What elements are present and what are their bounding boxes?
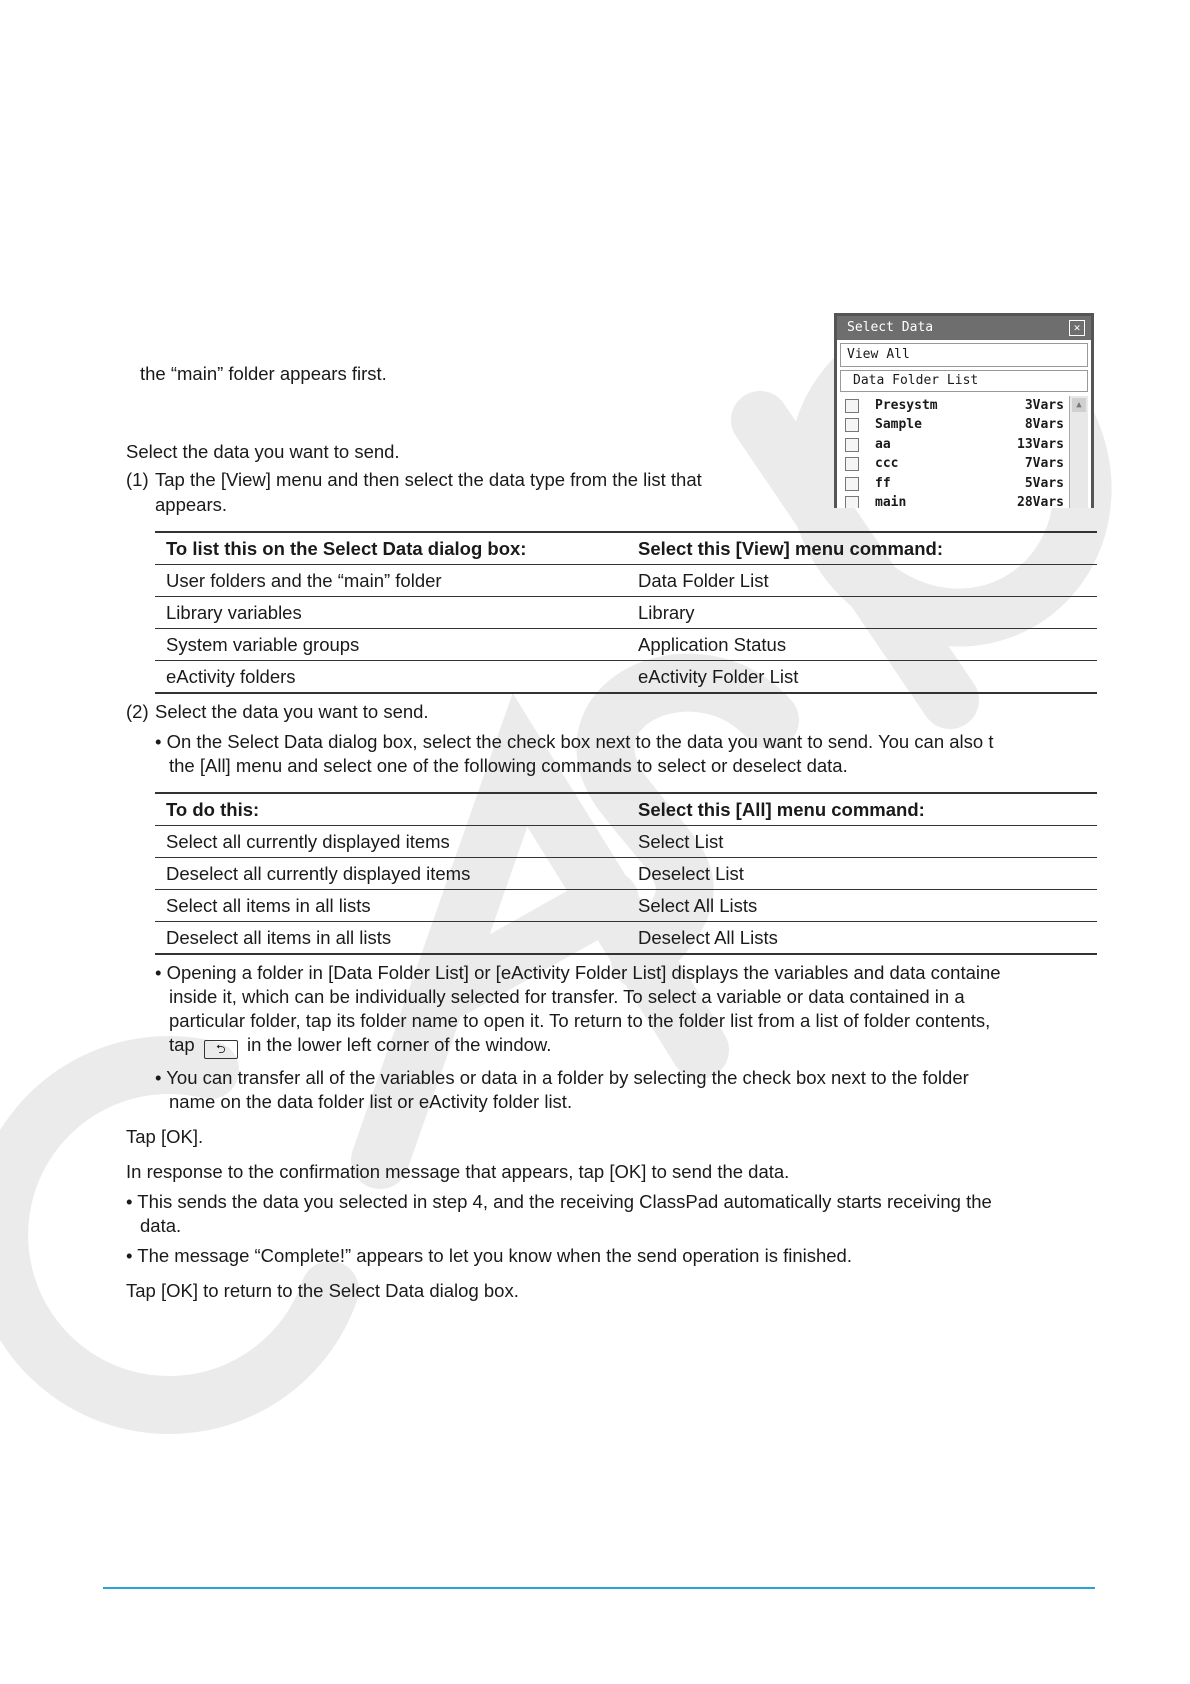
table-cell: Deselect All Lists — [627, 922, 1097, 955]
table-row — [155, 661, 1097, 694]
checkbox[interactable] — [845, 457, 859, 471]
bullet-sends-data: • This sends the data you selected in step 4, and the receiving ClassPad automatically starts receiving the — [126, 1191, 992, 1212]
step-return: Tap [OK] to return to the Select Data dialog box. — [126, 1280, 519, 1301]
table-cell: Deselect List — [627, 858, 1097, 890]
folder-count: 7Vars — [1024, 456, 1064, 472]
folder-name[interactable]: Sample — [875, 417, 922, 433]
step-select-data: Select the data you want to send. — [126, 441, 400, 462]
all-menu-table — [155, 792, 1097, 955]
table-cell: Library variables — [155, 597, 627, 629]
table-cell: Select all currently displayed items — [155, 826, 627, 858]
table-cell: eActivity Folder List — [627, 661, 1097, 694]
intro-line: the “main” folder appears first. — [140, 363, 387, 384]
table-cell: Data Folder List — [627, 565, 1097, 597]
substep-2-text: Select the data you want to send. — [155, 701, 429, 722]
folder-count: 5Vars — [1024, 475, 1064, 491]
close-icon[interactable]: ✕ — [1069, 320, 1085, 336]
checkbox[interactable] — [845, 477, 859, 491]
bullet-transfer-folder: • You can transfer all of the variables or data in a folder by selecting the check box next to the folder — [155, 1067, 969, 1088]
checkbox[interactable] — [845, 399, 859, 413]
view-menu[interactable]: View — [847, 347, 879, 362]
folder-count: 13Vars — [1017, 436, 1064, 452]
bullet-open-folder-line3: particular folder, tap its folder name to open it. To return to the folder list from a list of folder contents, — [169, 1010, 991, 1031]
table-header: To list this on the Select Data dialog box: — [155, 532, 627, 565]
dialog-folder-list — [840, 396, 1088, 508]
checkbox[interactable] — [845, 418, 859, 432]
all-menu[interactable]: All — [886, 347, 910, 362]
folder-name[interactable]: main — [875, 495, 907, 508]
table-header: Select this [All] menu command: — [627, 793, 1097, 826]
checkbox[interactable] — [845, 496, 859, 508]
table-row — [155, 629, 1097, 661]
table-cell: eActivity folders — [155, 661, 627, 694]
bullet-select-checkbox: • On the Select Data dialog box, select the check box next to the data you want to send. You can also t — [155, 731, 994, 752]
bullet-open-folder-line4 — [169, 1033, 551, 1059]
table-cell: Library — [627, 597, 1097, 629]
table-row — [155, 922, 1097, 955]
footer-rule — [103, 1587, 1095, 1589]
table-cell: Deselect all currently displayed items — [155, 858, 627, 890]
tap-text: tap — [169, 1034, 195, 1055]
table-row — [155, 890, 1097, 922]
data-folder-list-label: Data Folder List — [840, 370, 1088, 392]
bullet-open-folder: • Opening a folder in [Data Folder List] or [eActivity Folder List] displays the variables and data containe — [155, 962, 1001, 983]
table-header: To do this: — [155, 793, 627, 826]
table-header-row — [155, 793, 1097, 826]
folder-count: 28Vars — [1017, 495, 1064, 508]
table-header: Select this [View] menu command: — [627, 532, 1097, 565]
bullet-complete-message: • The message “Complete!” appears to let you know when the send operation is finished. — [126, 1245, 852, 1266]
bullet-transfer-folder-cont: name on the data folder list or eActivity folder list. — [169, 1091, 573, 1112]
dialog-menu-bar — [840, 343, 1088, 367]
bullet-open-folder-line2: inside it, which can be individually selected for transfer. To select a variable or data contained in a — [169, 986, 965, 1007]
table-row — [155, 565, 1097, 597]
table-row — [155, 826, 1097, 858]
table-cell: User folders and the “main” folder — [155, 565, 627, 597]
table-row — [155, 597, 1097, 629]
table-cell: Select all items in all lists — [155, 890, 627, 922]
folder-count: 3Vars — [1024, 397, 1064, 413]
dialog-scrollbar[interactable] — [1069, 396, 1088, 508]
substep-1-text-cont: appears. — [155, 494, 227, 515]
back-key-icon: ⮌ — [204, 1040, 238, 1059]
table-row — [155, 858, 1097, 890]
dialog-title-bar — [837, 316, 1091, 340]
table-cell: System variable groups — [155, 629, 627, 661]
table-cell: Select All Lists — [627, 890, 1097, 922]
select-data-dialog — [834, 313, 1094, 508]
step-tap-ok: Tap [OK]. — [126, 1126, 204, 1147]
bullet-select-checkbox-cont: the [All] menu and select one of the following commands to select or deselect data. — [169, 755, 848, 776]
folder-row[interactable] — [840, 494, 1088, 509]
lower-left-text: in the lower left corner of the window. — [247, 1034, 552, 1055]
view-menu-table — [155, 531, 1097, 694]
substep-2-number: (2) — [126, 701, 149, 722]
dialog-title: Select Data — [847, 320, 934, 335]
table-cell: Select List — [627, 826, 1097, 858]
folder-name[interactable]: Presystm — [875, 397, 938, 413]
table-cell: Application Status — [627, 629, 1097, 661]
folder-name[interactable]: ccc — [875, 456, 899, 472]
checkbox[interactable] — [845, 438, 859, 452]
bullet-sends-data-cont: data. — [140, 1215, 182, 1236]
folder-count: 8Vars — [1024, 417, 1064, 433]
table-cell: Deselect all items in all lists — [155, 922, 627, 955]
folder-name[interactable]: ff — [875, 475, 891, 491]
substep-1-text: Tap the [View] menu and then select the data type from the list that — [155, 469, 702, 490]
folder-name[interactable]: aa — [875, 436, 891, 452]
step-confirm: In response to the confirmation message that appears, tap [OK] to send the data. — [126, 1161, 790, 1182]
substep-1-number: (1) — [126, 469, 149, 490]
table-header-row — [155, 532, 1097, 565]
scroll-up-icon[interactable]: ▲ — [1072, 398, 1086, 412]
